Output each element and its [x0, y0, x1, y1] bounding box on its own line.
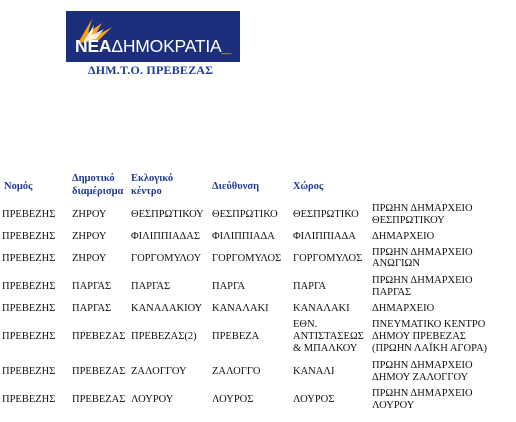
header-dimotiko-line1: Δημοτικό	[72, 173, 115, 184]
organization-title: ΔΗΜ.Τ.Ο. ΠΡΕΒΕΖΑΣ	[88, 63, 214, 77]
cell-eklogiko: ΘΕΣΠΡΩΤΙΚΟΥ	[131, 209, 204, 220]
cell-last-line1: ΠΡΩΗΝ ΔΗΜΑΡΧΕΙΟ	[372, 275, 473, 286]
cell-choros-line2: ΑΝΤΙΣΤΑΣΕΩΣ	[293, 331, 364, 342]
cell-eklogiko: ΚΑΝΑΛΑΚΙΟΥ	[131, 303, 203, 314]
cell-last-line3: (ΠΡΩΗΝ ΛΑΪΚΗ ΑΓΟΡΑ)	[372, 343, 488, 354]
cell-dimotiko: ΠΡΕΒΕΖΑΣ	[72, 331, 126, 342]
cell-last-line2: ΘΕΣΠΡΩΤΙΚΟΥ	[372, 215, 445, 226]
header-nomos: Νομός	[4, 181, 33, 192]
cell-eklogiko: ΠΡΕΒΕΖΑΣ(2)	[131, 331, 197, 342]
logo-text-bold: ΝΕΑ	[75, 36, 112, 56]
cell-choros-line3: & ΜΠΑΛΚΟΥ	[293, 343, 358, 354]
cell-choros: ΛΟΥΡΟΣ	[293, 394, 335, 405]
cell-dimotiko: ΖΗΡΟΥ	[72, 209, 107, 220]
cell-nomos: ΠΡΕΒΕΖΗΣ	[2, 331, 56, 342]
cell-nomos: ΠΡΕΒΕΖΗΣ	[2, 394, 56, 405]
cell-last-line1: ΠΡΩΗΝ ΔΗΜΑΡΧΕΙΟ	[372, 360, 473, 371]
cell-dieuthynsi: ΓΟΡΓΟΜΥΛΟΣ	[212, 253, 282, 264]
cell-choros: ΦΙΛΙΠΠΙΑΔΑ	[293, 231, 356, 242]
cell-dieuthynsi: ΖΑΛΟΓΓΟ	[212, 366, 261, 377]
cell-eklogiko: ΖΑΛΟΓΓΟΥ	[131, 366, 187, 377]
cell-choros-line1: ΕΘΝ.	[293, 319, 318, 330]
cell-choros: ΓΟΡΓΟΜΥΛΟΣ	[293, 253, 363, 264]
cell-eklogiko: ΠΑΡΓΑΣ	[131, 281, 171, 292]
cell-last-line1: ΠΡΩΗΝ ΔΗΜΑΡΧΕΙΟ	[372, 203, 473, 214]
cell-dimotiko: ΠΡΕΒΕΖΑΣ	[72, 366, 126, 377]
header-dieuthynsi: Διεύθυνση	[212, 181, 260, 192]
cell-dieuthynsi: ΘΕΣΠΡΩΤΙΚΟ	[212, 209, 278, 220]
cell-nomos: ΠΡΕΒΕΖΗΣ	[2, 209, 56, 220]
cell-last-line2: ΑΝΩΓΙΩΝ	[372, 258, 420, 269]
cell-dieuthynsi: ΠΡΕΒΕΖΑ	[212, 331, 260, 342]
cell-nomos: ΠΡΕΒΕΖΗΣ	[2, 303, 56, 314]
logo-underscore: _	[221, 36, 232, 56]
logo-text	[75, 36, 231, 56]
cell-dimotiko: ΠΡΕΒΕΖΑΣ	[72, 394, 126, 405]
cell-last-line2: ΔΗΜΟΥ ΖΑΛΟΓΓΟΥ	[372, 372, 469, 383]
header-dimotiko-line2: διαμέρισμα	[72, 186, 124, 197]
cell-dieuthynsi: ΚΑΝΑΛΑΚΙ	[212, 303, 269, 314]
header-eklogiko-line2: κέντρο	[131, 186, 162, 197]
cell-last-line1: ΠΡΩΗΝ ΔΗΜΑΡΧΕΙΟ	[372, 247, 473, 258]
logo-text-regular: ΔΗΜΟΚΡΑΤΙΑ	[111, 36, 222, 56]
cell-last-line1: ΠΝΕΥΜΑΤΙΚΟ ΚΕΝΤΡΟ	[372, 319, 486, 330]
header-choros: Χώρος	[293, 181, 324, 192]
cell-eklogiko: ΛΟΥΡΟΥ	[131, 394, 174, 405]
cell-dieuthynsi: ΦΙΛΙΠΠΙΑΔΑ	[212, 231, 275, 242]
cell-dimotiko: ΠΑΡΓΑΣ	[72, 303, 112, 314]
cell-nomos: ΠΡΕΒΕΖΗΣ	[2, 253, 56, 264]
cell-dimotiko: ΖΗΡΟΥ	[72, 253, 107, 264]
cell-nomos: ΠΡΕΒΕΖΗΣ	[2, 231, 56, 242]
cell-dieuthynsi: ΠΑΡΓΑ	[212, 281, 246, 292]
cell-last-line1: ΔΗΜΑΡΧΕΙΟ	[372, 303, 435, 314]
cell-dimotiko: ΠΑΡΓΑΣ	[72, 281, 112, 292]
cell-choros: ΘΕΣΠΡΩΤΙΚΟ	[293, 209, 359, 220]
cell-last-line1: ΔΗΜΑΡΧΕΙΟ	[372, 231, 435, 242]
cell-last-line2: ΔΗΜΟΥ ΠΡΕΒΕΖΑΣ	[372, 331, 466, 342]
cell-choros: ΠΑΡΓΑ	[293, 281, 327, 292]
cell-nomos: ΠΡΕΒΕΖΗΣ	[2, 281, 56, 292]
cell-choros: ΚΑΝΑΛΑΚΙ	[293, 303, 350, 314]
cell-choros: ΚΑΝΑΛΙ	[293, 366, 335, 377]
cell-last-line1: ΠΡΩΗΝ ΔΗΜΑΡΧΕΙΟ	[372, 388, 473, 399]
header-eklogiko-line1: Εκλογικό	[131, 173, 174, 184]
cell-last-line2: ΠΑΡΓΑΣ	[372, 287, 412, 298]
cell-eklogiko: ΦΙΛΙΠΠΙΑΔΑΣ	[131, 231, 200, 242]
party-logo	[66, 11, 240, 62]
cell-dimotiko: ΖΗΡΟΥ	[72, 231, 107, 242]
cell-dieuthynsi: ΛΟΥΡΟΣ	[212, 394, 254, 405]
cell-nomos: ΠΡΕΒΕΖΗΣ	[2, 366, 56, 377]
cell-eklogiko: ΓΟΡΓΟΜΥΛΟΥ	[131, 253, 202, 264]
cell-last-line2: ΛΟΥΡΟΥ	[372, 400, 415, 411]
